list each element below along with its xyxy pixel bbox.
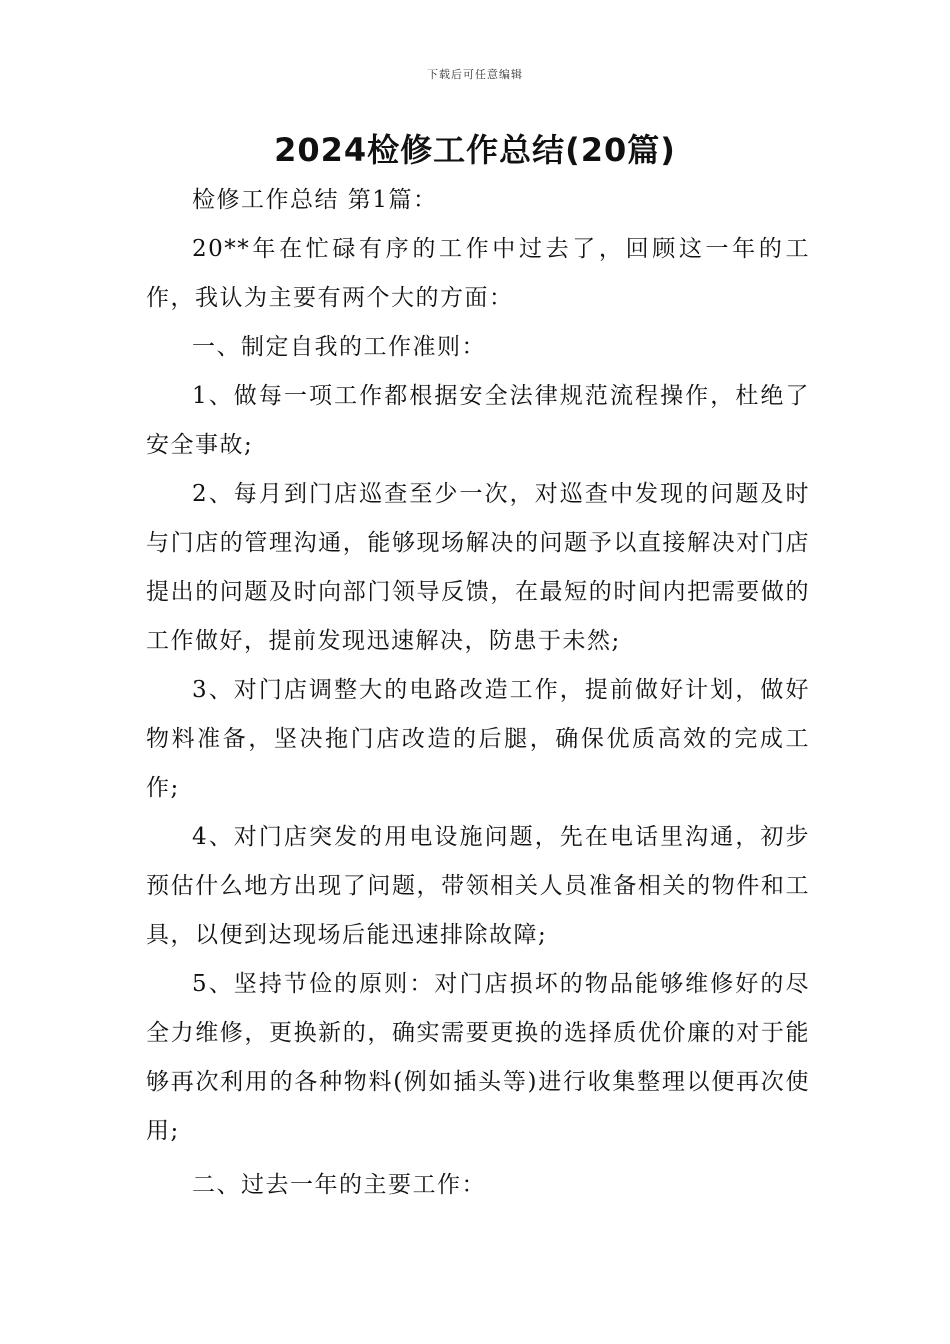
paragraph-intro: 20**年在忙碌有序的工作中过去了，回顾这一年的工作，我认为主要有两个大的方面： [146, 236, 810, 311]
paragraph-item-3: 3、对门店调整大的电路改造工作，提前做好计划，做好物料准备，坚决拖门店改造的后腿，确保优质高效的完成工作; [146, 677, 810, 801]
paragraph-section-one-heading: 一、制定自我的工作准则： [192, 334, 486, 360]
paragraph-item-4: 4、对门店突发的用电设施问题，先在电话里沟通，初步预估什么地方出现了问题，带领相关人员准备相关的物件和工具，以便到达现场后能迅速排除故障; [146, 824, 810, 948]
paragraph-item-1: 1、做每一项工作都根据安全法律规范流程操作，杜绝了安全事故; [146, 383, 810, 458]
header-note: 下载后可任意编辑 [427, 68, 523, 81]
paragraph-chapter-heading: 检修工作总结 第1篇： [192, 187, 438, 213]
paragraph-section-two-heading: 二、过去一年的主要工作： [192, 1172, 486, 1198]
paragraph-item-5: 5、坚持节俭的原则：对门店损坏的物品能够维修好的尽全力维修，更换新的，确实需要更换的选择质优价廉的对于能够再次利用的各种物料(例如插头等)进行收集整理以便再次使用; [146, 971, 810, 1144]
document-body [146, 176, 810, 1210]
document-title: 2024检修工作总结(20篇) [274, 131, 676, 169]
paragraph-item-2: 2、每月到门店巡查至少一次，对巡查中发现的问题及时与门店的管理沟通，能够现场解决的问题予以直接解决对门店提出的问题及时向部门领导反馈，在最短的时间内把需要做的工作做好，提前发现迅速解决，防患于未然; [146, 481, 810, 654]
